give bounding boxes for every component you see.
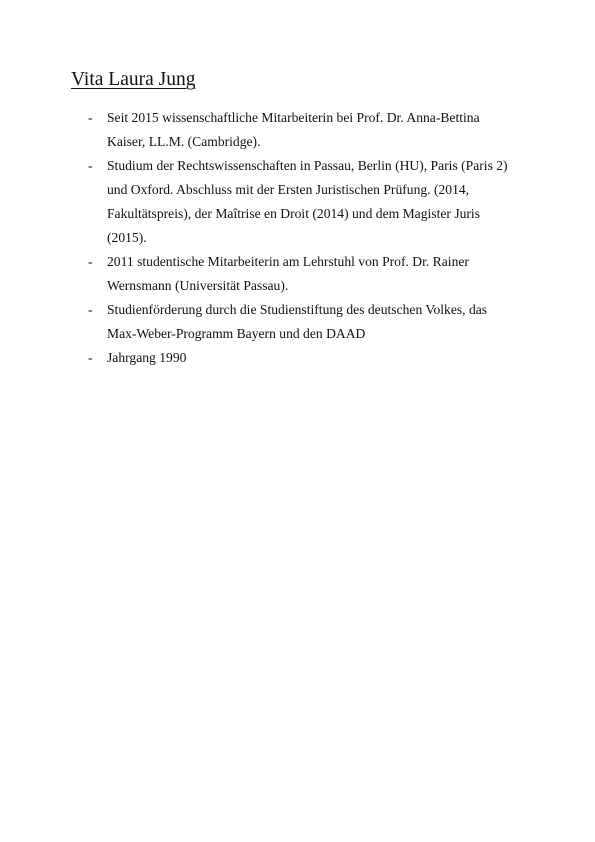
list-item bbox=[88, 250, 528, 298]
list-item bbox=[88, 346, 528, 370]
list-item-text bbox=[107, 250, 528, 298]
bullet-dash: - bbox=[88, 350, 93, 365]
list-item bbox=[88, 154, 528, 250]
bullet-dash: - bbox=[88, 158, 93, 173]
list-item-text bbox=[107, 346, 528, 370]
text-line: Kaiser, LL.M. (Cambridge). bbox=[107, 134, 261, 149]
text-line: Wernsmann (Universität Passau). bbox=[107, 278, 289, 293]
list-item bbox=[88, 298, 528, 346]
text-line: Seit 2015 wissenschaftliche Mitarbeiterin bei Prof. Dr. Anna-Bettina bbox=[107, 110, 480, 125]
text-line: 2011 studentische Mitarbeiterin am Lehrstuhl von Prof. Dr. Rainer bbox=[107, 254, 469, 269]
bullet-dash: - bbox=[88, 110, 93, 125]
text-line: Studium der Rechtswissenschaften in Passau, Berlin (HU), Paris (Paris 2) bbox=[107, 158, 508, 173]
list-item bbox=[88, 106, 528, 154]
text-line: Max-Weber-Programm Bayern und den DAAD bbox=[107, 326, 366, 341]
vita-list bbox=[88, 106, 528, 370]
text-line: Studienförderung durch die Studienstiftung des deutschen Volkes, das bbox=[107, 302, 488, 317]
bullet-dash: - bbox=[88, 302, 93, 317]
list-item-text bbox=[107, 106, 528, 154]
text-line: (2015). bbox=[107, 230, 147, 245]
list-item-text bbox=[107, 154, 528, 250]
text-line: und Oxford. Abschluss mit der Ersten Juristischen Prüfung. (2014, bbox=[107, 182, 470, 197]
list-item-text bbox=[107, 298, 528, 346]
bullet-dash: - bbox=[88, 254, 93, 269]
text-line: Jahrgang 1990 bbox=[107, 350, 187, 365]
page-title: Vita Laura Jung bbox=[71, 69, 196, 90]
text-line: Fakultätspreis), der Maîtrise en Droit (2014) und dem Magister Juris bbox=[107, 206, 480, 221]
